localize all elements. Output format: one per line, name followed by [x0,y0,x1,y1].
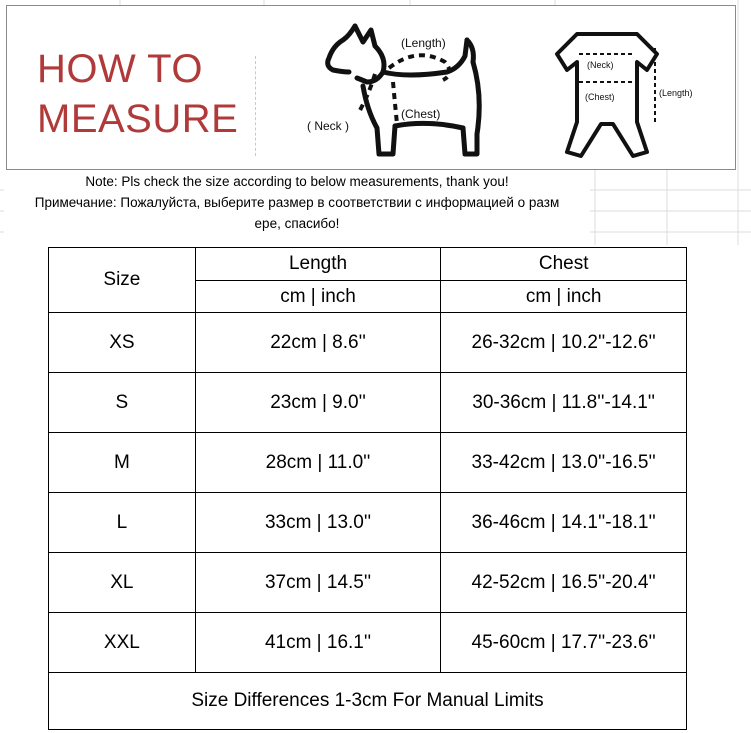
table-row [49,433,687,493]
banner-divider [255,56,256,156]
header-length: Length [195,248,441,281]
cell-chest: 26-32cm | 10.2''-12.6'' [441,313,687,373]
table-row [49,553,687,613]
table-footer-row [49,673,687,730]
table-row [49,313,687,373]
banner-title-line2: MEASURE [37,97,239,141]
cell-length: 41cm | 16.1'' [195,613,441,673]
banner-title [37,44,237,144]
cell-chest: 30-36cm | 11.8''-14.1'' [441,373,687,433]
cell-length: 23cm | 9.0'' [195,373,441,433]
cell-size: XL [49,553,196,613]
cell-length: 28cm | 11.0'' [195,433,441,493]
dog-measure-illustration [297,16,507,166]
cell-length: 33cm | 13.0'' [195,493,441,553]
table-header-row [49,248,687,281]
cell-length: 37cm | 14.5'' [195,553,441,613]
note-russian-line1: Примечание: Пожалуйста, выберите размер в соответствии с информацией о разм [34,195,560,210]
table-row [49,493,687,553]
dog-chest-label: (Chest) [401,107,441,121]
coat-measure-illustration [537,24,717,164]
cell-chest: 33-42cm | 13.0''-16.5'' [441,433,687,493]
cell-chest: 42-52cm | 16.5''-20.4'' [441,553,687,613]
coat-length-label: (Length) [659,88,693,98]
size-chart-table [48,247,687,730]
note-english: Note: Pls check the size according to below measurements, thank you! [85,174,509,189]
dog-neck-label: ( Neck ) [307,119,349,133]
cell-size: L [49,493,196,553]
header-chest: Chest [441,248,687,281]
dog-length-label: (Length) [401,36,446,50]
how-to-measure-banner [6,5,736,170]
cell-size: M [49,433,196,493]
cell-chest: 45-60cm | 17.7''-23.6'' [441,613,687,673]
note-russian-line2: ере, спасибо! [254,216,340,231]
cell-size: XXL [49,613,196,673]
coat-chest-label: (Chest) [585,92,615,102]
table-row [49,613,687,673]
header-length-unit: cm | inch [195,281,441,313]
size-note [4,171,590,239]
header-chest-unit: cm | inch [441,281,687,313]
coat-neck-label: (Neck) [587,60,614,70]
banner-title-line1: HOW TO [37,47,203,91]
cell-chest: 36-46cm | 14.1''-18.1'' [441,493,687,553]
size-difference-note: Size Differences 1-3cm For Manual Limits [49,673,687,730]
header-size: Size [49,248,196,313]
cell-size: S [49,373,196,433]
table-row [49,373,687,433]
cell-length: 22cm | 8.6'' [195,313,441,373]
cell-size: XS [49,313,196,373]
